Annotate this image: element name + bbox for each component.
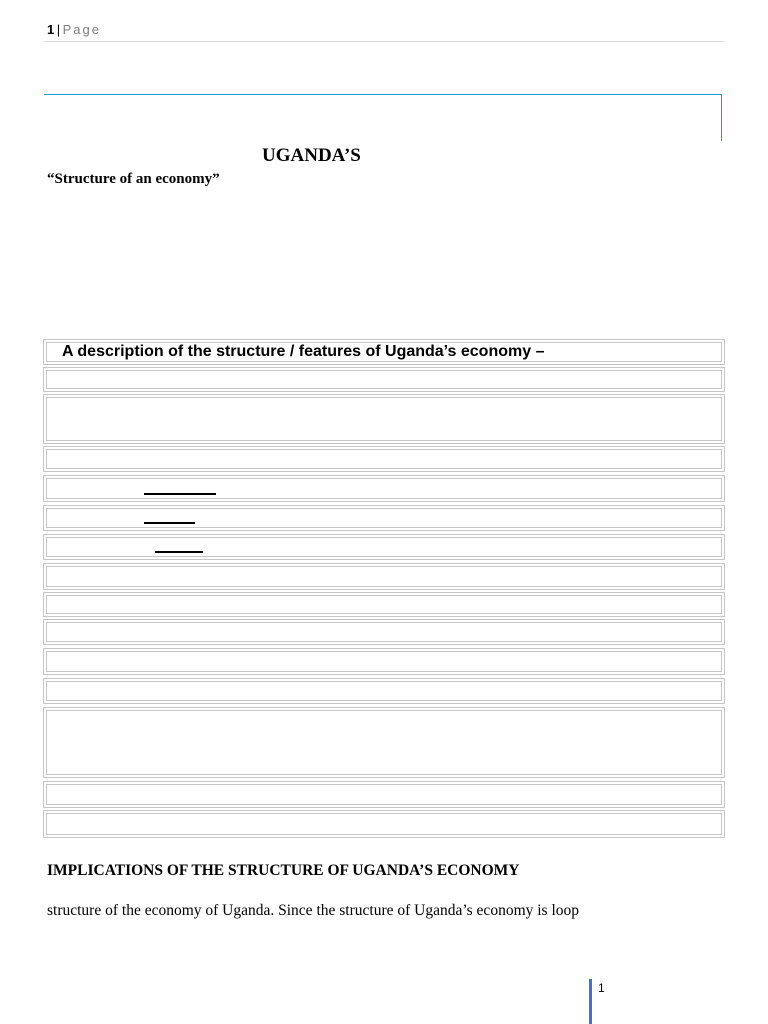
header-page-word: Page — [62, 22, 101, 37]
table-row — [43, 648, 725, 675]
table-row — [43, 592, 725, 617]
table-row — [43, 678, 725, 704]
header-page-number: 1 — [47, 22, 55, 37]
table-row — [43, 810, 725, 838]
blank-underline — [144, 493, 216, 495]
table-row — [43, 563, 725, 590]
page-header — [47, 22, 101, 37]
table-heading: A description of the structure / features of Uganda’s economy – — [62, 343, 545, 360]
blank-underline — [155, 551, 203, 553]
header-rule — [44, 41, 724, 42]
body-paragraph: structure of the economy of Uganda. Since the structure of Uganda’s economy is loop — [47, 902, 580, 919]
title-side-rule — [721, 94, 722, 141]
table-row — [43, 446, 725, 472]
table-row — [43, 394, 725, 444]
footer-page-number: 1 — [598, 981, 605, 995]
title-top-rule — [44, 94, 722, 95]
document-subtitle: “Structure of an economy” — [47, 171, 220, 187]
table-row — [43, 619, 725, 645]
document-title: UGANDA’S — [262, 145, 361, 166]
table-row — [43, 707, 725, 778]
table-row — [43, 475, 725, 502]
table-heading-row — [43, 339, 725, 365]
table-row — [43, 367, 725, 392]
table-row — [43, 534, 725, 560]
table-row — [43, 505, 725, 531]
blank-underline — [144, 522, 195, 524]
table-row — [43, 781, 725, 808]
header-separator: | — [56, 22, 61, 37]
section-heading: IMPLICATIONS OF THE STRUCTURE OF UGANDA’S ECONOMY — [47, 862, 520, 879]
footer-bar — [589, 979, 592, 1024]
